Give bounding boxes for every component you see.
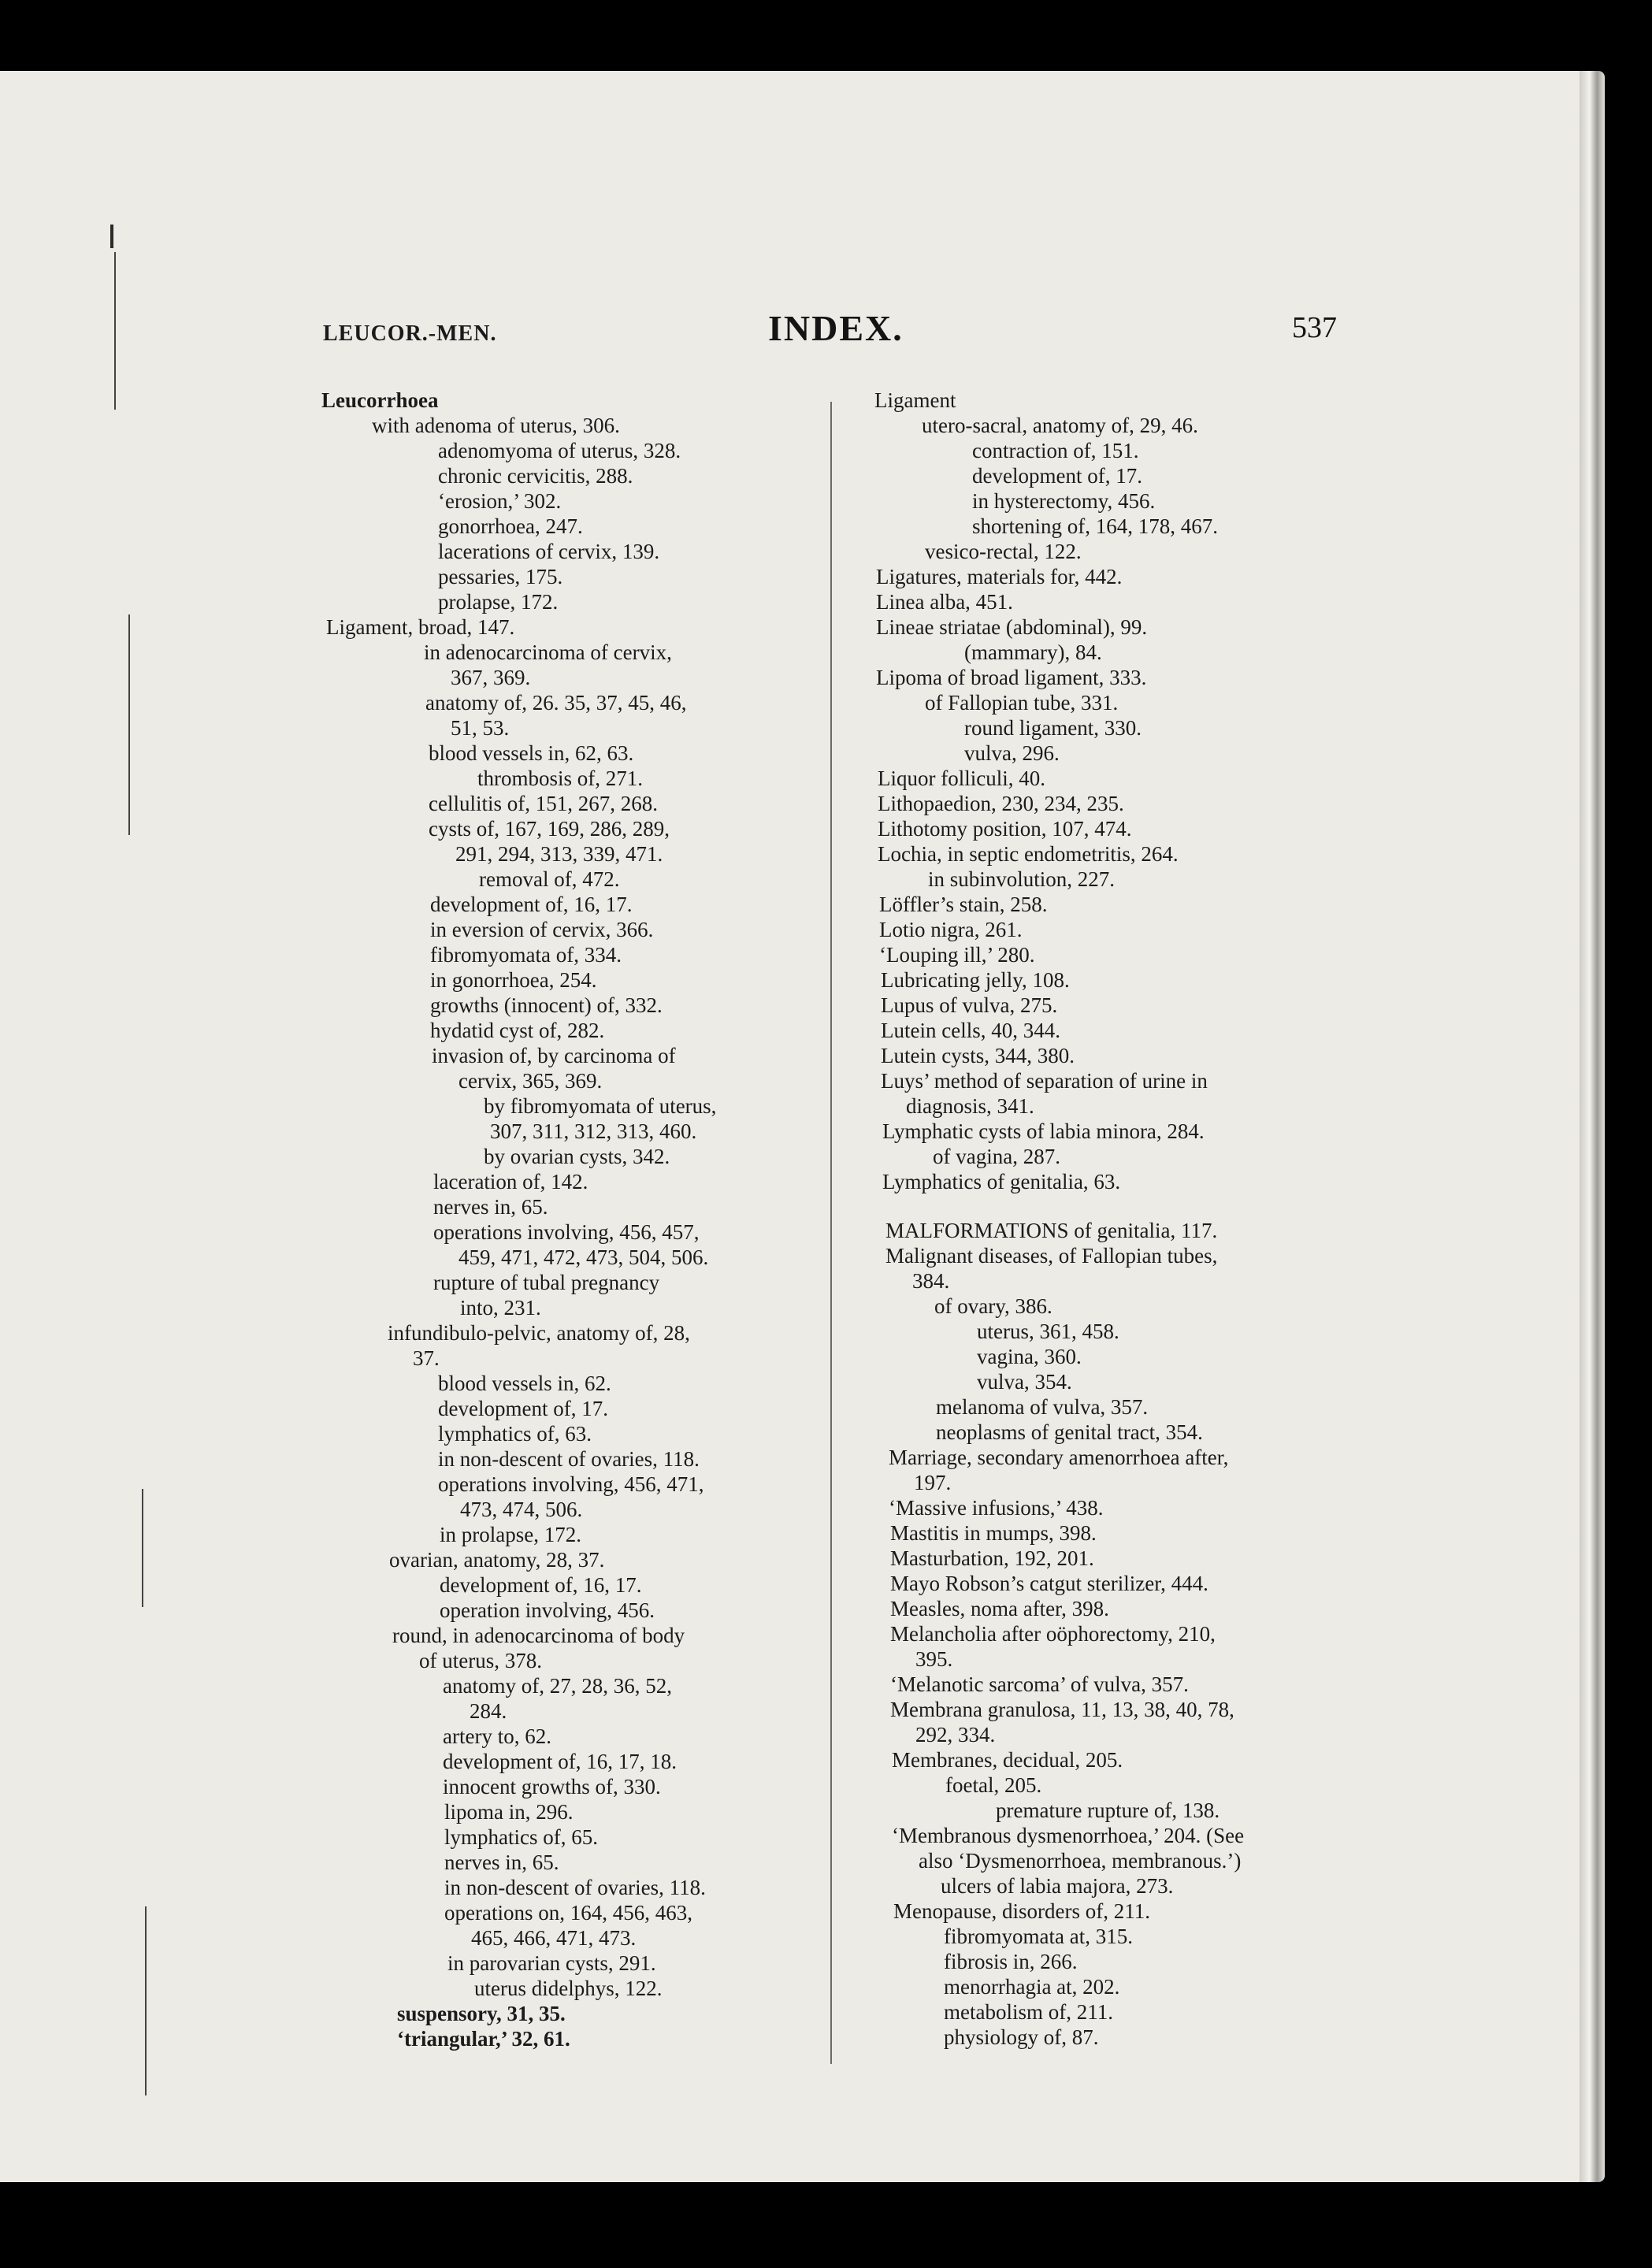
index-entry: Marriage, secondary amenorrhoea after,: [889, 1446, 1229, 1469]
index-entry: by fibromyomata of uterus,: [484, 1094, 717, 1118]
page-title: INDEX.: [768, 308, 904, 348]
index-entry: anatomy of, 27, 28, 36, 52,: [443, 1674, 672, 1698]
index-entry: Lochia, in septic endometritis, 264.: [878, 842, 1179, 866]
scan-mark: [128, 614, 130, 835]
index-entry: in subinvolution, 227.: [928, 867, 1116, 891]
index-entry: Melancholia after oöphorectomy, 210,: [890, 1622, 1216, 1646]
index-entry: with adenoma of uterus, 306.: [372, 414, 620, 437]
index-entry: blood vessels in, 62, 63.: [429, 741, 634, 765]
index-entry: foetal, 205.: [945, 1773, 1042, 1797]
index-entry: Membrana granulosa, 11, 13, 38, 40, 78,: [890, 1698, 1234, 1721]
index-entry: Leucorrhoea: [321, 388, 439, 412]
index-entry: Malignant diseases, of Fallopian tubes,: [885, 1244, 1218, 1268]
index-entry: innocent growths of, 330.: [443, 1775, 661, 1798]
index-entry: fibromyomata of, 334.: [430, 943, 622, 967]
index-entry: artery to, 62.: [443, 1724, 551, 1748]
index-entry: 292, 334.: [915, 1723, 996, 1746]
index-entry: in prolapse, 172.: [440, 1523, 581, 1546]
index-entry: cervix, 365, 369.: [458, 1069, 603, 1093]
index-entry: 307, 311, 312, 313, 460.: [490, 1119, 697, 1143]
book-page: [0, 71, 1583, 2182]
index-entry: vulva, 296.: [964, 741, 1060, 765]
index-entry: Lupus of vulva, 275.: [881, 993, 1058, 1017]
index-entry: operations involving, 456, 471,: [438, 1472, 704, 1496]
index-entry: chronic cervicitis, 288.: [438, 464, 633, 488]
index-entry: Mayo Robson’s catgut sterilizer, 444.: [890, 1572, 1208, 1595]
index-entry: Löffler’s stain, 258.: [879, 893, 1048, 916]
index-entry: lymphatics of, 65.: [444, 1825, 598, 1849]
scan-mark: [114, 252, 116, 410]
index-entry: thrombosis of, 271.: [477, 767, 644, 790]
index-entry: ‘triangular,’ 32, 61.: [397, 2027, 570, 2051]
index-entry: of Fallopian tube, 331.: [925, 691, 1119, 715]
scan-mark: [145, 1906, 147, 2095]
page-number: 537: [1292, 311, 1337, 344]
index-entry: 459, 471, 472, 473, 504, 506.: [458, 1245, 709, 1269]
index-entry: Masturbation, 192, 201.: [890, 1546, 1094, 1570]
page-edge: [1580, 71, 1605, 2182]
index-entry: lipoma in, 296.: [444, 1800, 574, 1824]
index-entry: Ligament, broad, 147.: [326, 615, 515, 639]
index-entry: Mastitis in mumps, 398.: [890, 1521, 1097, 1545]
index-entry: development of, 16, 17, 18.: [443, 1750, 677, 1773]
index-entry: invasion of, by carcinoma of: [432, 1044, 676, 1067]
running-head: LEUCOR.-MEN.: [323, 321, 497, 346]
index-entry: lacerations of cervix, 139.: [438, 540, 660, 563]
index-entry: operations involving, 456, 457,: [433, 1220, 700, 1244]
index-entry: 291, 294, 313, 339, 471.: [455, 842, 663, 866]
index-entry: Luys’ method of separation of urine in: [881, 1069, 1208, 1093]
index-entry: ‘Massive infusions,’ 438.: [889, 1496, 1104, 1520]
index-entry: 473, 474, 506.: [460, 1498, 583, 1521]
index-entry: ‘Membranous dysmenorrhoea,’ 204. (See: [892, 1824, 1245, 1847]
index-entry: fibrosis in, 266.: [944, 1950, 1078, 1973]
index-entry: prolapse, 172.: [438, 590, 559, 614]
index-entry: development of, 16, 17.: [430, 893, 633, 916]
index-entry: 395.: [915, 1647, 953, 1671]
index-entry: development of, 16, 17.: [440, 1573, 642, 1597]
index-entry: gonorrhoea, 247.: [438, 514, 583, 538]
index-entry: MALFORMATIONS of genitalia, 117.: [885, 1219, 1218, 1242]
index-entry: 367, 369.: [451, 666, 531, 689]
index-entry: development of, 17.: [972, 464, 1142, 488]
index-entry: operations on, 164, 456, 463,: [444, 1901, 692, 1925]
index-entry: Ligament: [874, 388, 956, 412]
scan-mark: [110, 225, 113, 248]
index-entry: physiology of, 87.: [944, 2025, 1099, 2049]
index-column-right: [874, 388, 1379, 2050]
index-entry: 465, 466, 471, 473.: [471, 1926, 637, 1950]
index-entry: by ovarian cysts, 342.: [484, 1145, 670, 1168]
index-entry: ‘Melanotic sarcoma’ of vulva, 357.: [890, 1672, 1189, 1696]
index-entry: round, in adenocarcinoma of body: [392, 1624, 685, 1647]
index-entry: uterus didelphys, 122.: [474, 1977, 663, 2000]
index-entry: nerves in, 65.: [433, 1195, 548, 1219]
index-entry: 51, 53.: [451, 716, 510, 740]
scan-mark: [142, 1489, 143, 1607]
index-entry: Lithotomy position, 107, 474.: [878, 817, 1132, 841]
index-entry: in adenocarcinoma of cervix,: [424, 640, 672, 664]
index-entry: of vagina, 287.: [933, 1145, 1060, 1168]
index-entry: in eversion of cervix, 366.: [430, 918, 654, 941]
index-entry: fibromyomata at, 315.: [944, 1925, 1133, 1948]
index-entry: 284.: [470, 1699, 507, 1723]
index-entry: 384.: [912, 1269, 950, 1293]
index-entry: in non-descent of ovaries, 118.: [438, 1447, 700, 1471]
index-entry: rupture of tubal pregnancy: [433, 1271, 660, 1294]
index-entry: uterus, 361, 458.: [977, 1320, 1119, 1343]
index-entry: in hysterectomy, 456.: [972, 489, 1156, 513]
index-column-left: [321, 388, 826, 2051]
index-entry: contraction of, 151.: [972, 439, 1139, 462]
index-entry: hydatid cyst of, 282.: [430, 1019, 605, 1042]
index-entry: infundibulo-pelvic, anatomy of, 28,: [388, 1321, 690, 1345]
index-entry: Lubricating jelly, 108.: [881, 968, 1070, 992]
index-entry: anatomy of, 26. 35, 37, 45, 46,: [425, 691, 687, 715]
index-entry: also ‘Dysmenorrhoea, membranous.’): [919, 1849, 1242, 1873]
index-entry: melanoma of vulva, 357.: [936, 1395, 1149, 1419]
index-entry: removal of, 472.: [479, 867, 620, 891]
index-entry: vagina, 360.: [977, 1345, 1082, 1368]
index-entry: of uterus, 378.: [419, 1649, 542, 1672]
index-entry: ovarian, anatomy, 28, 37.: [389, 1548, 605, 1572]
index-entry: Ligatures, materials for, 442.: [876, 565, 1123, 588]
index-entry: 37.: [413, 1346, 440, 1370]
index-entry: in non-descent of ovaries, 118.: [444, 1876, 706, 1899]
index-entry: lymphatics of, 63.: [438, 1422, 592, 1446]
index-entry: ulcers of labia majora, 273.: [941, 1874, 1174, 1898]
index-entry: Lutein cells, 40, 344.: [881, 1019, 1060, 1042]
index-entry: Liquor folliculi, 40.: [878, 767, 1045, 790]
column-divider: [830, 402, 832, 2064]
index-entry: 197.: [914, 1471, 952, 1494]
index-entry: Lymphatics of genitalia, 63.: [882, 1170, 1121, 1193]
index-entry: suspensory, 31, 35.: [397, 2002, 566, 2025]
index-entry: operation involving, 456.: [440, 1598, 655, 1622]
index-entry: shortening of, 164, 178, 467.: [972, 514, 1218, 538]
index-entry: of ovary, 386.: [934, 1294, 1052, 1318]
index-entry: metabolism of, 211.: [944, 2000, 1113, 2024]
index-entry: Membranes, decidual, 205.: [892, 1748, 1123, 1772]
index-entry: ‘erosion,’ 302.: [438, 489, 562, 513]
index-entry: nerves in, 65.: [444, 1850, 559, 1874]
index-entry: ‘Louping ill,’ 280.: [879, 943, 1035, 967]
index-entry: blood vessels in, 62.: [438, 1372, 611, 1395]
index-entry: development of, 17.: [438, 1397, 608, 1420]
index-entry: adenomyoma of uterus, 328.: [438, 439, 681, 462]
index-entry: premature rupture of, 138.: [996, 1798, 1220, 1822]
index-entry: vesico-rectal, 122.: [925, 540, 1082, 563]
index-entry: laceration of, 142.: [433, 1170, 588, 1193]
index-entry: round ligament, 330.: [964, 716, 1142, 740]
index-entry: Lotio nigra, 261.: [879, 918, 1023, 941]
index-entry: into, 231.: [460, 1296, 541, 1320]
index-entry: pessaries, 175.: [438, 565, 563, 588]
index-entry: cellulitis of, 151, 267, 268.: [429, 792, 658, 815]
index-entry: Measles, noma after, 398.: [890, 1597, 1109, 1620]
index-entry: Linea alba, 451.: [876, 590, 1013, 614]
index-entry: diagnosis, 341.: [906, 1094, 1034, 1118]
index-entry: cysts of, 167, 169, 286, 289,: [429, 817, 670, 841]
index-entry: Lineae striatae (abdominal), 99.: [876, 615, 1148, 639]
index-entry: utero-sacral, anatomy of, 29, 46.: [922, 414, 1198, 437]
index-entry: Lipoma of broad ligament, 333.: [876, 666, 1147, 689]
index-entry: growths (innocent) of, 332.: [430, 993, 663, 1017]
index-entry: in parovarian cysts, 291.: [447, 1951, 656, 1975]
index-entry: Menopause, disorders of, 211.: [893, 1899, 1150, 1923]
index-entry: vulva, 354.: [977, 1370, 1072, 1394]
index-entry: neoplasms of genital tract, 354.: [936, 1420, 1203, 1444]
index-entry: menorrhagia at, 202.: [944, 1975, 1120, 1999]
index-entry: in gonorrhoea, 254.: [430, 968, 597, 992]
index-entry: Lymphatic cysts of labia minora, 284.: [882, 1119, 1205, 1143]
index-entry: Lutein cysts, 344, 380.: [881, 1044, 1075, 1067]
index-entry: Lithopaedion, 230, 234, 235.: [878, 792, 1124, 815]
index-entry: (mammary), 84.: [964, 640, 1102, 664]
